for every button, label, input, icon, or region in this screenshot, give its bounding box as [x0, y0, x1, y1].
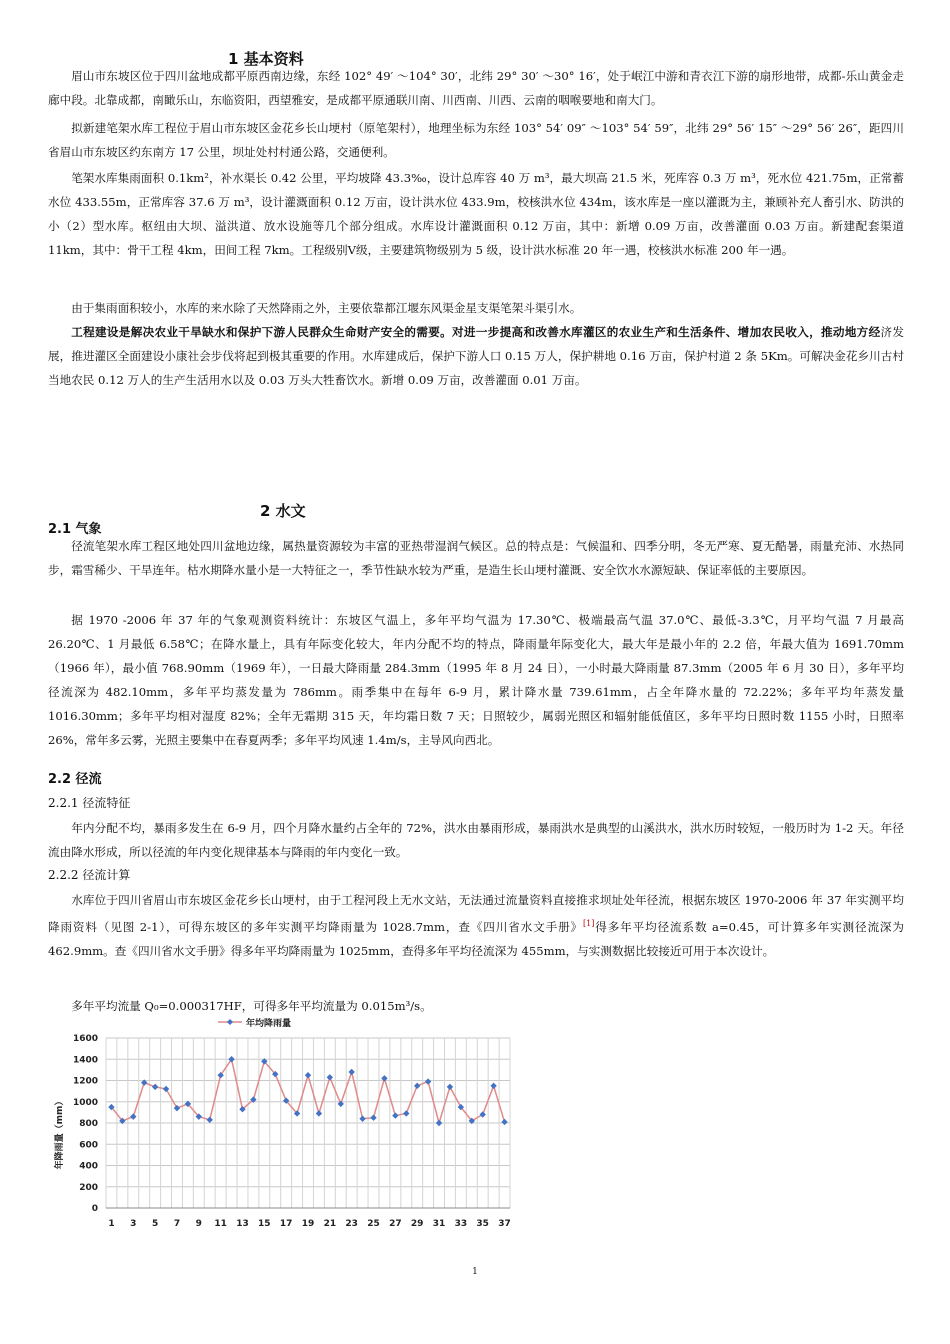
data-point	[490, 1083, 496, 1089]
y-tick-label: 200	[79, 1182, 98, 1193]
data-point	[130, 1113, 136, 1119]
annual-rainfall-chart	[48, 1014, 518, 1244]
subsection-2-2-1-title: 2.2.1 径流特征	[48, 796, 131, 810]
y-tick-label: 800	[79, 1119, 98, 1129]
paragraph-reservoir-specs: 笔架水库集雨面积 0.1km²，补水渠长 0.42 公里，平均坡降 43.3‰，设计总库容 40 万 m³，最大坝高 21.5 米，死库容 0.3 万 m³，死水位 421.75m，正常蓄水位 433.55m，正常库容 37.6 万 m³，设计灌溉面积 0.12 万亩，设计洪水位 433.9m，校核洪水位 434m，该水库是一座以灌溉为主，兼顾补充人畜引水、防洪的小（2）型水库。枢纽由大坝、溢洪道、放水设施等几个部分组成。水库设计灌溉面积 0.12 万亩，其中：新增 0.09 万亩，改善灌面 0.03 万亩。新建配套渠道 11km，其中：骨干工程 4km，田间工程 7km。工程级别Ⅴ级，主要建筑物级别为 5 级，设计洪水标准 20 年一遇，校核洪水标准 200 年一遇。	[48, 171, 904, 257]
data-point	[327, 1074, 333, 1080]
data-point	[447, 1084, 453, 1090]
data-point	[152, 1084, 158, 1090]
paragraph-location: 眉山市东坡区位于四川盆地成都平原西南边缘，东经 102° 49′ ～104° 30′，北纬 29° 30′ ～30° 16′，处于岷江中游和青衣江下游的扇形地带，成都-乐山黄金走廊中段。北靠成都，南瞰乐山，东临资阳，西望雅安，是成都平原通联川南、川西南、川西、云南的咽喉要地和南大门。	[48, 69, 904, 107]
x-tick-label: 1	[108, 1219, 115, 1229]
paragraph-project-benefit	[48, 320, 904, 392]
y-tick-label: 600	[79, 1140, 98, 1151]
x-tick-label: 35	[476, 1219, 489, 1229]
data-point	[163, 1086, 169, 1092]
paragraph-flow-formula: 多年平均流量 Q₀=0.000317HF，可得多年平均流量为 0.015m³/s。	[71, 999, 432, 1013]
paragraph-runoff-calc	[48, 888, 904, 963]
data-point	[501, 1119, 507, 1125]
paragraph-runoff-features: 年内分配不均，暴雨多发生在 6-9 月，四个月降水量约占全年的 72%，洪水由暴雨形成，暴雨洪水是典型的山溪洪水，洪水历时较短，一般历时为 1-2 天。年径流由降水形成，所以径流的年内变化规律基本与降雨的年内变化一致。	[48, 821, 904, 859]
data-point	[403, 1110, 409, 1116]
x-tick-label: 3	[130, 1219, 137, 1229]
x-tick-label: 21	[323, 1219, 337, 1229]
x-tick-label: 11	[214, 1219, 227, 1229]
paragraph-climate: 径流笔架水库工程区地处四川盆地边缘，属热量资源较为丰富的亚热带湿润气候区。总的特点是：气候温和、四季分明，冬无严寒、夏无酷暑，雨量充沛、水热同步，霜雪稀少、干旱连年。枯水期降水量小是一大特征之一，季节性缺水较为严重，是造生长山埂村灌溉、安全饮水水源短缺、保证率低的主要原因。	[48, 539, 904, 577]
y-tick-label: 1200	[72, 1076, 98, 1087]
y-tick-label: 1000	[72, 1097, 98, 1108]
data-point	[392, 1112, 398, 1118]
page-number: 1	[472, 1267, 478, 1277]
x-tick-label: 37	[498, 1219, 511, 1229]
data-point	[480, 1111, 486, 1117]
rainfall-series-line	[111, 1059, 504, 1123]
section-1-title: 1 基本资料	[228, 50, 304, 68]
subsection-2-1-title: 2.1 气象	[48, 522, 102, 537]
data-point	[305, 1072, 311, 1078]
runoff-calc-text-a: 水库位于四川省眉山市东坡区金花乡长山埂村，由于工程河段上无水文站，无法通过流量资料直接推求坝址处年径流，根据东坡区 1970-2006 年 37 年实测平均降雨资料（见图 2-1），可得东坡区的多年实测平均降雨量为 1028.7mm，查《四川省水文手册》	[48, 893, 904, 934]
runoff-calc-text-b: 得多年平均径流系数 a=0.45，可计算多年实测径流深为 462.9mm。查《四川省水文手册》得多年平均降雨量为 1025mm，查得多年平均径流深为 455mm，与实测数据比较接近可用于本次设计。	[48, 919, 904, 958]
x-tick-label: 17	[279, 1219, 293, 1229]
benefit-lead-text: 工程建设是解决农业干旱缺水和保护下游人民群众生命财产安全的需要。对进一步提高和改善水库灌区的农业生产和生活条件、增加农民收入，推动地方经	[71, 325, 881, 339]
subsection-2-2-2-title: 2.2.2 径流计算	[48, 868, 131, 882]
x-tick-label: 19	[301, 1219, 315, 1229]
x-tick-label: 7	[173, 1219, 181, 1229]
data-point	[316, 1110, 322, 1116]
x-tick-label: 33	[454, 1219, 468, 1229]
x-tick-label: 5	[152, 1219, 159, 1229]
y-tick-label: 400	[79, 1161, 98, 1172]
x-tick-label: 13	[236, 1219, 249, 1229]
x-tick-label: 15	[258, 1219, 271, 1229]
x-tick-label: 27	[389, 1219, 402, 1229]
data-point	[207, 1117, 213, 1123]
x-tick-label: 25	[367, 1219, 380, 1229]
y-tick-label: 0	[91, 1204, 98, 1214]
subsection-2-2-title: 2.2 径流	[48, 772, 102, 787]
x-tick-label: 31	[432, 1219, 446, 1229]
data-point	[348, 1069, 354, 1075]
x-tick-label: 29	[410, 1219, 424, 1229]
citation-ref[interactable]: [1]	[583, 919, 595, 928]
paragraph-climate-stats: 据 1970 -2006 年 37 年的气象观测资料统计：东坡区气温上，多年平均气温为 17.30℃、极端最高气温 37.0℃、最低-3.3℃，月平均气温 7 月最高 26.20℃、1 月最低 6.58℃；在降水量上，具有年际变化较大，年内分配不均的特点，降雨量年际变化大，最大年是最小年的 2.2 倍，年最大值为 1691.70mm（1966 年），最小值 768.90mm（1969 年），一日最大降雨量 284.3mm（1995 年 8 月 24 日），一小时最大降雨量 87.3mm（2005 年 6 月 30 日），多年平均径流深为 482.10mm，多年平均蒸发量为 786mm。雨季集中在每年 6-9 月，累计降水量 739.61mm，占全年降水量的 72.22%；多年平均年蒸发量 1016.30mm；多年平均相对湿度 82%；全年无霜期 315 天，年均霜日数 7 天；日照较少，属弱光照区和辐射能低值区，多年平均日照时数 1155 小时，日照率 26%，常年多云雾，光照主要集中在春夏两季；多年平均风速 1.4m/s，主导风向西北。	[48, 613, 904, 747]
y-tick-label: 1600	[72, 1034, 98, 1044]
data-point	[359, 1116, 365, 1122]
legend-marker	[227, 1019, 233, 1025]
data-point	[436, 1120, 442, 1126]
x-tick-label: 9	[195, 1219, 202, 1229]
section-2-title: 2 水文	[260, 502, 306, 520]
paragraph-project-site: 拟新建笔架水库工程位于眉山市东坡区金花乡长山埂村（原笔架村），地理坐标为东经 103° 54′ 09″ ～103° 54′ 59″，北纬 29° 56′ 15″ ～29° 56′ 26″，距四川省眉山市东坡区约东南方 17 公里，坝址处村村通公路，交通便利。	[48, 121, 904, 159]
data-point	[370, 1114, 376, 1120]
data-point	[174, 1105, 180, 1111]
legend-label: 年均降雨量	[246, 1019, 292, 1029]
data-point	[425, 1078, 431, 1084]
y-axis-label: 年降雨量（mm）	[55, 1096, 65, 1170]
paragraph-water-source: 由于集雨面积较小，水库的来水除了天然降雨之外，主要依靠都江堰东风渠金星支渠笔架斗渠引水。	[71, 301, 582, 315]
x-tick-label: 23	[345, 1219, 358, 1229]
benefit-rest-text: 济发展，推进灌区全面建设小康社会步伐将起到极其重要的作用。水库建成后，保护下游人口 0.15 万人，保护耕地 0.16 万亩，保护村道 2 条 5Km。可解决金花乡川古村当地农民 0.12 万人的生产生活用水以及 0.03 万头大牲畜饮水。新增 0.09 万亩，改善灌面 0.01 万亩。	[48, 325, 904, 387]
y-tick-label: 1400	[72, 1055, 98, 1066]
data-point	[414, 1083, 420, 1089]
